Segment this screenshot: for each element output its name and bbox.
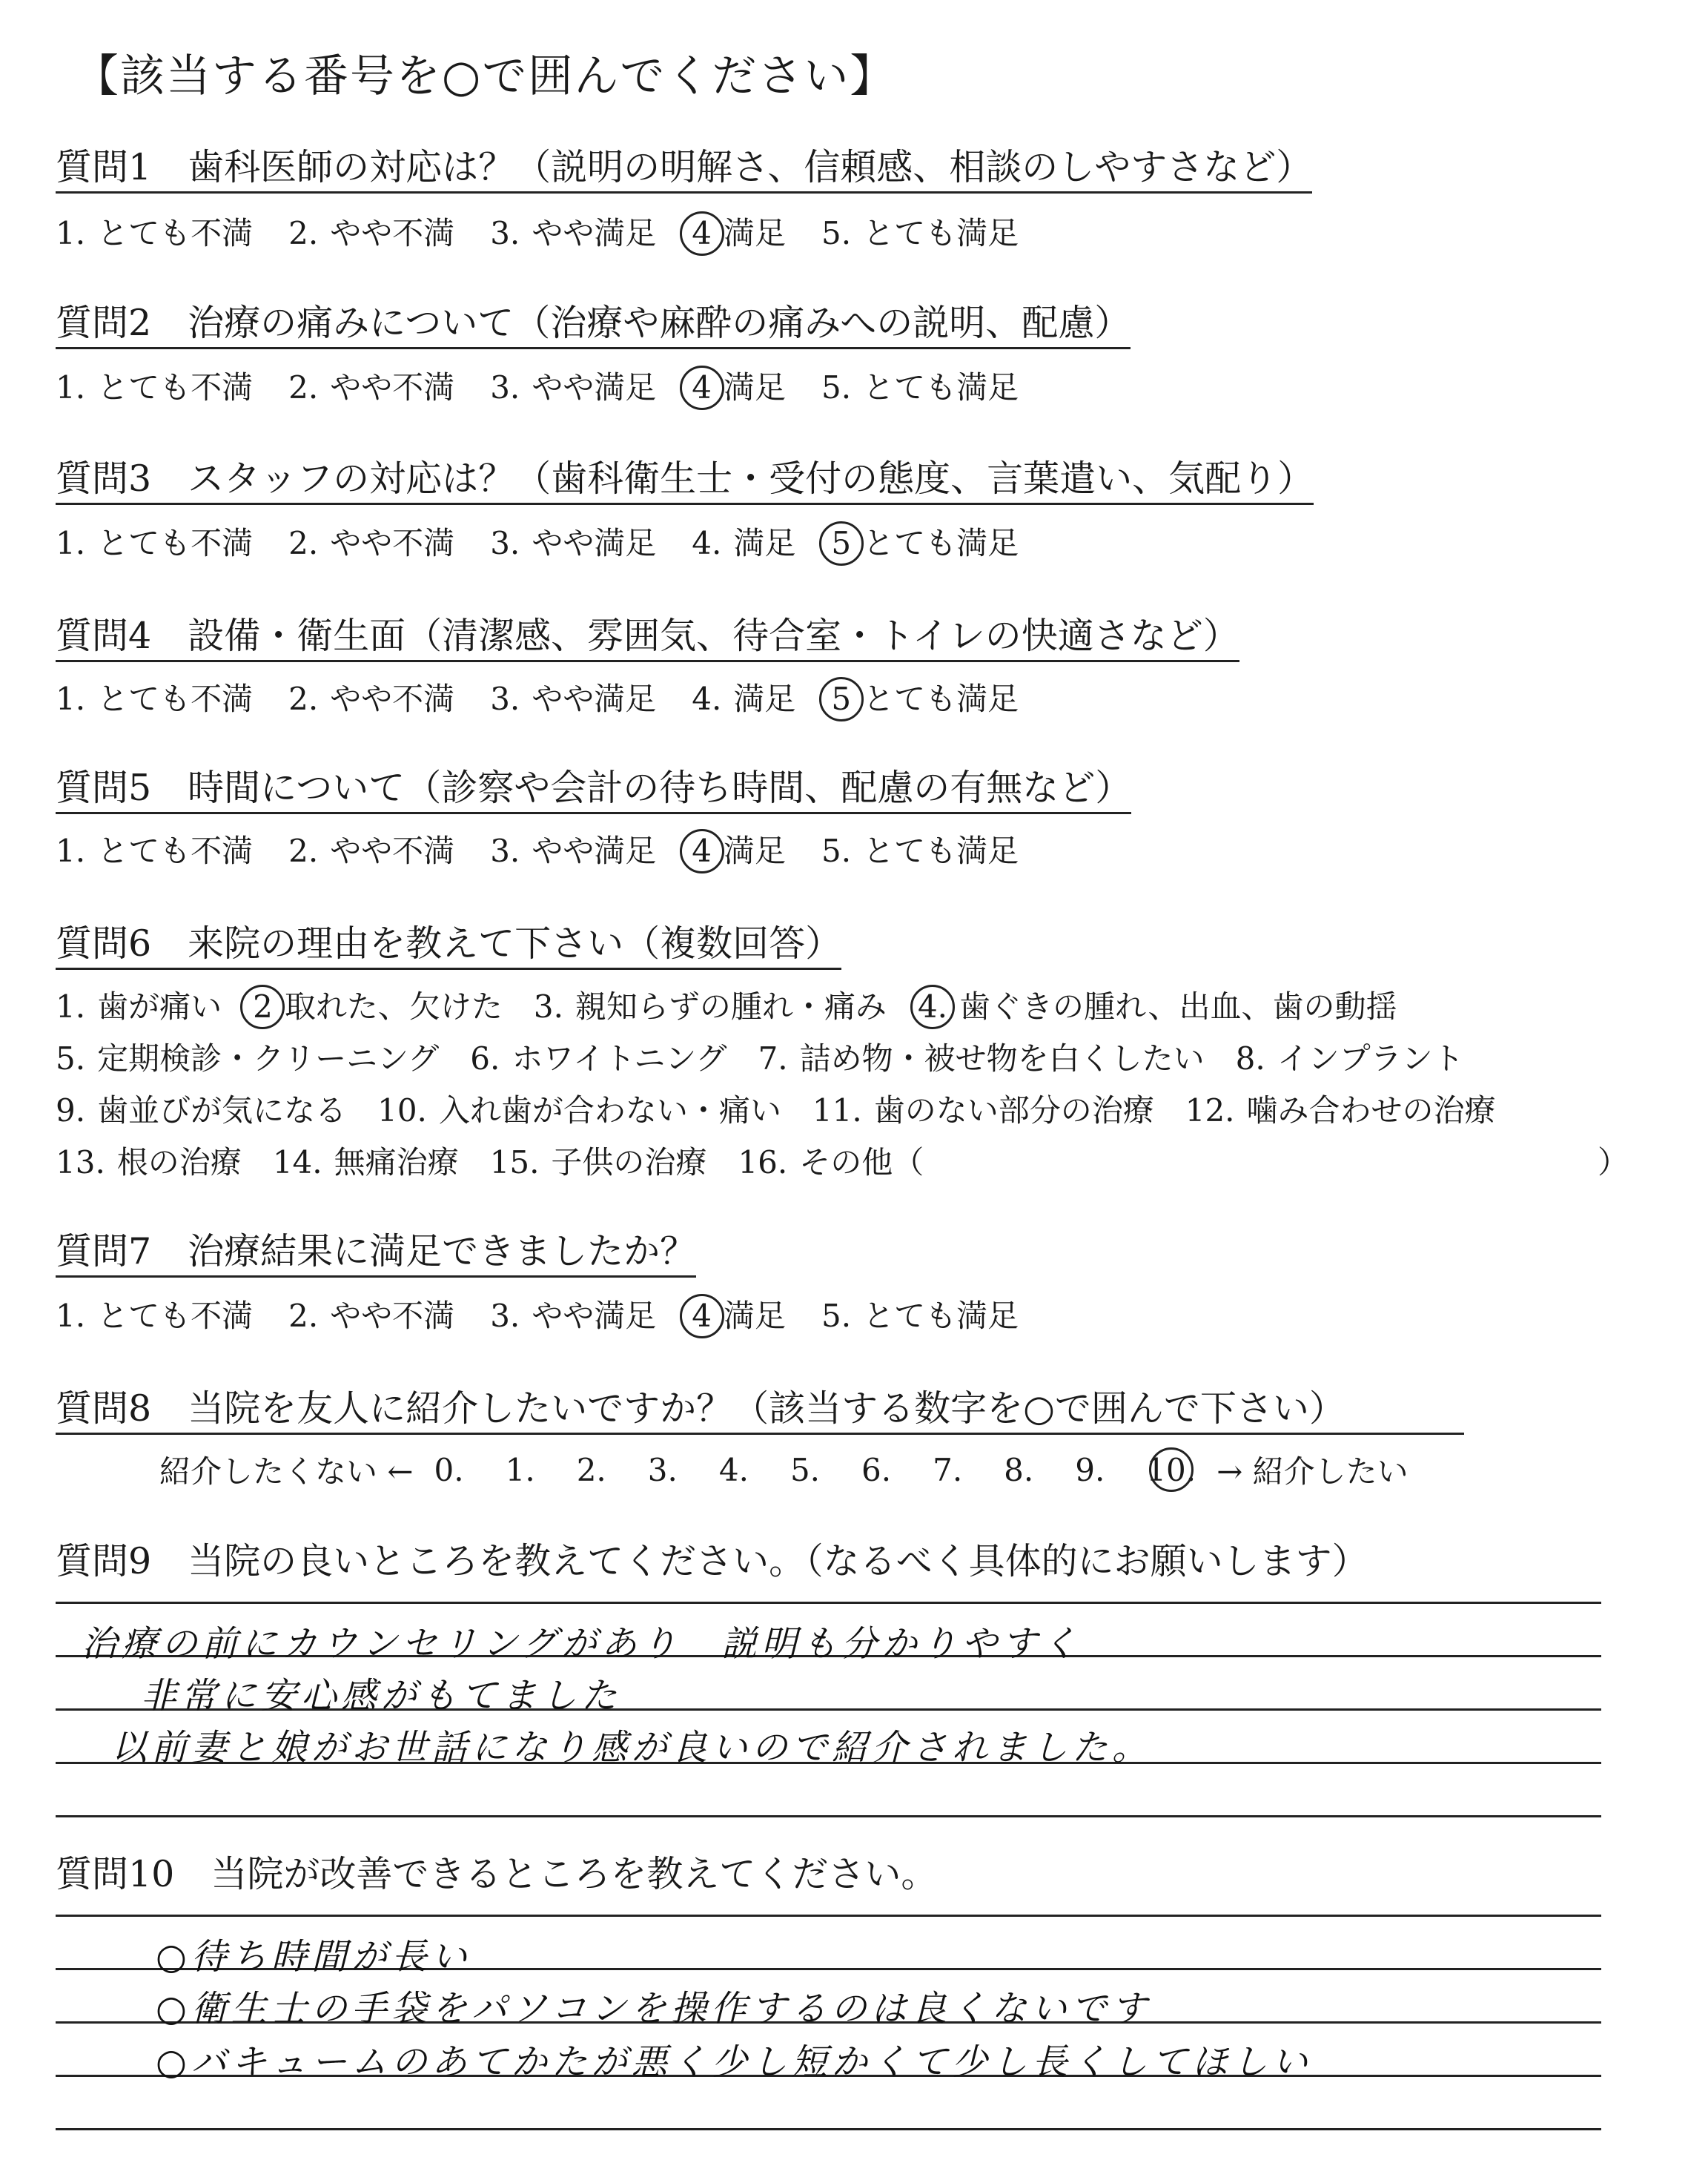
question-4-heading: 質問4 設備・衛生面（清潔感、雰囲気、待合室・トイレの快適さなど）: [56, 615, 1239, 662]
option-4: [692, 675, 795, 719]
option-label: やや満足: [532, 525, 657, 561]
option-label: やや満足: [532, 215, 657, 251]
scale-number: 5.: [790, 1451, 821, 1488]
referral-scale: [159, 1447, 1409, 1492]
option-2: [288, 363, 454, 408]
q9-answer-line-2: 非常に安心感がもてました: [141, 1675, 622, 1717]
other-close-paren: ）: [1598, 1144, 1629, 1180]
option-number: 3.: [533, 988, 563, 1025]
question-2-options: [56, 363, 1054, 408]
page-title: 【該当する番号を○で囲んでください】: [74, 50, 896, 102]
scale-number: 3.: [647, 1451, 678, 1488]
option-number: 1.: [56, 369, 86, 406]
reason-option: [812, 1086, 1154, 1131]
scale-value: [577, 1452, 606, 1488]
option-number: 5.: [56, 1040, 86, 1077]
option-label: インプラント: [1277, 1040, 1464, 1077]
option-label: とても不満: [97, 369, 254, 406]
option-label: やや満足: [532, 833, 657, 869]
option-number: 9.: [56, 1092, 86, 1129]
option-label: 満足: [724, 215, 787, 251]
option-label: 定期検診・クリーニング: [97, 1040, 440, 1077]
reason-option: [1236, 1034, 1464, 1079]
option-4-selected: [692, 1292, 786, 1336]
question-6-row-1: [56, 982, 1429, 1027]
option-3: [490, 827, 656, 871]
option-number: 4: [692, 833, 712, 869]
option-number: 2: [253, 988, 273, 1025]
option-number: 6.: [470, 1040, 500, 1077]
option-number: 8.: [1235, 1040, 1265, 1077]
option-number: 1.: [56, 988, 86, 1025]
question-4-options: [56, 675, 1054, 719]
option-number: 3.: [490, 369, 520, 406]
option-number: 3.: [490, 1298, 520, 1334]
option-label: やや満足: [532, 369, 657, 406]
option-label: 子供の治療: [551, 1144, 707, 1180]
reason-option: [534, 982, 887, 1027]
scale-left-label: 紹介したくない ←: [159, 1453, 414, 1490]
option-number: 5.: [821, 369, 852, 406]
option-label: 満足: [733, 525, 796, 561]
option-label: やや不満: [330, 525, 455, 561]
question-7-options: [56, 1292, 1054, 1336]
option-label: 根の治療: [116, 1144, 242, 1180]
option-number: 2.: [288, 833, 319, 869]
q9-answer-line-3: 以前妻と娘がお世話になり感が良いので紹介されました。: [111, 1727, 1153, 1768]
question-6-row-2: [56, 1034, 1495, 1079]
option-5: [821, 827, 1019, 871]
scale-number: 7.: [933, 1451, 963, 1488]
option-number: 1.: [56, 833, 86, 869]
option-number: 4: [692, 1298, 712, 1334]
option-number: 3.: [490, 215, 520, 251]
option-label: とても満足: [863, 681, 1019, 717]
option-number: 3.: [490, 681, 520, 717]
scale-number: 9.: [1075, 1451, 1105, 1488]
option-number: 1.: [56, 1298, 86, 1334]
option-number: 2.: [288, 215, 319, 251]
question-1-options: [56, 209, 1054, 254]
option-number: 1.: [56, 215, 86, 251]
scale-value: [506, 1452, 535, 1488]
option-label: 入れ歯が合わない・痛い: [438, 1092, 781, 1129]
question-6-row-3: [56, 1086, 1527, 1131]
question-8-heading: 質問8 当院を友人に紹介したいですか？（該当する数字を○で囲んで下さい）: [56, 1388, 1464, 1435]
option-2: [288, 675, 454, 719]
option-label: ホワイトニング: [512, 1040, 727, 1077]
option-label: 親知らずの腫れ・痛み: [575, 988, 887, 1025]
scale-number: 10.: [1146, 1451, 1196, 1488]
option-label: その他（: [799, 1144, 924, 1180]
option-label: やや満足: [532, 1298, 657, 1334]
option-2: [288, 519, 454, 564]
option-number: 5: [831, 681, 852, 717]
reason-option: [273, 1138, 459, 1183]
question-9-heading: 質問9 当院の良いところを教えてください。（なるべく具体的にお願いします）: [56, 1540, 1368, 1582]
option-number: 7.: [758, 1040, 788, 1077]
option-number: 3.: [490, 525, 520, 561]
option-number: 11.: [812, 1092, 862, 1129]
q9-answer-line-1: 治療の前にカウンセリングがあり 説明も分かりやすく: [82, 1623, 1082, 1665]
option-2: [288, 1292, 454, 1336]
answer-line: [56, 2128, 1601, 2130]
option-2: [288, 827, 454, 871]
reason-option: [738, 1138, 924, 1183]
option-number: 13.: [56, 1144, 105, 1180]
option-label: 歯ぐきの腫れ、出血、歯の動揺: [959, 988, 1397, 1025]
option-5-selected: [831, 519, 1019, 564]
reason-option: [1185, 1086, 1496, 1131]
scale-number: 0.: [434, 1451, 464, 1488]
option-label: 歯並びが気になる: [97, 1092, 347, 1129]
option-label: 無痛治療: [334, 1144, 459, 1180]
option-label: 満足: [724, 833, 787, 869]
scale-numbers: [414, 1452, 1217, 1488]
option-1: [56, 1292, 253, 1336]
option-1: [56, 519, 253, 564]
scale-number: 8.: [1004, 1451, 1034, 1488]
option-label: やや不満: [330, 1298, 455, 1334]
scale-value: [790, 1452, 820, 1488]
option-4: [692, 519, 795, 564]
reason-option: [377, 1086, 781, 1131]
option-number: 4: [692, 215, 712, 251]
option-label: とても不満: [97, 833, 254, 869]
reason-option: [56, 982, 222, 1027]
question-1-heading: 質問1 歯科医師の対応は？（説明の明解さ、信頼感、相談のしやすさなど）: [56, 147, 1312, 194]
scale-value: [933, 1452, 962, 1488]
option-number: 14.: [272, 1144, 322, 1180]
option-number: 4: [692, 369, 712, 406]
option-label: 取れた、欠けた: [284, 988, 503, 1025]
option-3: [490, 363, 656, 408]
option-5: [821, 363, 1019, 408]
q10-answer-line-2: ○衛生士の手袋をパソコンを操作するのは良くないです: [156, 1988, 1151, 2029]
reason-option: [758, 1034, 1205, 1079]
reason-option: [470, 1034, 726, 1079]
option-number: 2.: [288, 681, 319, 717]
option-label: やや満足: [532, 681, 657, 717]
option-label: とても不満: [97, 681, 254, 717]
option-label: とても満足: [863, 525, 1019, 561]
scale-number: 1.: [505, 1451, 535, 1488]
option-number: 4.: [692, 681, 722, 717]
option-label: 歯のない部分の治療: [873, 1092, 1154, 1129]
option-number: 3.: [490, 833, 520, 869]
option-2: [288, 209, 454, 254]
reason-option: [490, 1138, 707, 1183]
question-2-heading: 質問2 治療の痛みについて（治療や麻酔の痛みへの説明、配慮）: [56, 303, 1131, 349]
option-3: [490, 519, 656, 564]
option-number: 16.: [738, 1144, 788, 1180]
option-number: 10.: [377, 1092, 427, 1129]
scale-value: [861, 1452, 891, 1488]
option-label: とても満足: [863, 833, 1019, 869]
question-6-row-4: [56, 1138, 955, 1183]
question-5-heading: 質問5 時間について（診察や会計の待ち時間、配慮の有無など）: [56, 767, 1131, 814]
option-label: とても不満: [97, 525, 254, 561]
option-label: 噛み合わせの治療: [1246, 1092, 1496, 1129]
option-number: 5.: [821, 215, 852, 251]
option-1: [56, 363, 253, 408]
reason-option: [56, 1034, 439, 1079]
scale-value: [434, 1452, 464, 1488]
question-3-options: [56, 519, 1054, 564]
option-4-selected: [692, 363, 786, 408]
option-label: 満足: [733, 681, 796, 717]
option-number: 5: [831, 525, 852, 561]
option-number: 1.: [56, 681, 86, 717]
scale-number: 6.: [861, 1451, 892, 1488]
option-number: 4.: [692, 525, 722, 561]
option-number: 1.: [56, 525, 86, 561]
option-3: [490, 1292, 656, 1336]
option-3: [490, 209, 656, 254]
option-4-selected: [692, 827, 786, 871]
option-number: 2.: [288, 1298, 319, 1334]
scale-value: [719, 1452, 749, 1488]
option-label: とても不満: [97, 1298, 254, 1334]
option-3: [490, 675, 656, 719]
option-label: やや不満: [330, 215, 455, 251]
option-5: [821, 1292, 1019, 1336]
answer-line: [56, 1815, 1601, 1817]
option-label: やや不満: [330, 369, 455, 406]
question-6-heading: 質問6 来院の理由を教えて下さい（複数回答）: [56, 923, 841, 970]
reason-option: [56, 1138, 242, 1183]
option-label: とても満足: [863, 1298, 1019, 1334]
question-3-heading: 質問3 スタッフの対応は？（歯科衛生士・受付の態度、言葉遣い、気配り）: [56, 458, 1314, 505]
option-label: 満足: [724, 1298, 787, 1334]
scale-value: [1075, 1452, 1105, 1488]
scale-value: [1004, 1452, 1033, 1488]
option-label: やや不満: [330, 833, 455, 869]
option-label: とても不満: [97, 215, 254, 251]
option-number: 5.: [821, 1298, 852, 1334]
answer-line: [56, 1602, 1601, 1604]
option-number: 2.: [288, 369, 319, 406]
option-4-selected: [692, 209, 786, 254]
scale-value: [648, 1452, 678, 1488]
reason-option-selected: [253, 982, 503, 1027]
option-number: 4.: [917, 988, 948, 1025]
scale-number: 4.: [718, 1451, 749, 1488]
option-number: 15.: [489, 1144, 540, 1180]
reason-option: [56, 1086, 346, 1131]
q10-answer-line-1: ○待ち時間が長い: [156, 1936, 471, 1978]
option-number: 12.: [1185, 1092, 1235, 1129]
option-label: 詰め物・被せ物を白くしたい: [799, 1040, 1205, 1077]
scale-right-label: → 紹介したい: [1217, 1453, 1409, 1490]
option-1: [56, 209, 253, 254]
option-label: やや不満: [330, 681, 455, 717]
option-5: [821, 209, 1019, 254]
question-7-heading: 質問7 治療結果に満足できましたか？: [56, 1231, 696, 1278]
option-1: [56, 827, 253, 871]
scale-value-selected: [1146, 1452, 1196, 1488]
scale-number: 2.: [576, 1451, 606, 1488]
reason-option-selected: [918, 982, 1397, 1027]
option-number: 5.: [821, 833, 852, 869]
option-5-selected: [831, 675, 1019, 719]
option-label: とても満足: [863, 369, 1019, 406]
question-5-options: [56, 827, 1054, 871]
question-10-heading: 質問10 当院が改善できるところを教えてください。: [56, 1853, 938, 1895]
q10-answer-line-3: ○バキュームのあてかたが悪く少し短かくて少し長くしてほしい: [156, 2041, 1312, 2083]
answer-line: [56, 1915, 1601, 1917]
option-label: 満足: [724, 369, 787, 406]
option-number: 2.: [288, 525, 319, 561]
option-1: [56, 675, 253, 719]
option-label: とても満足: [863, 215, 1019, 251]
option-label: 歯が痛い: [97, 988, 222, 1025]
